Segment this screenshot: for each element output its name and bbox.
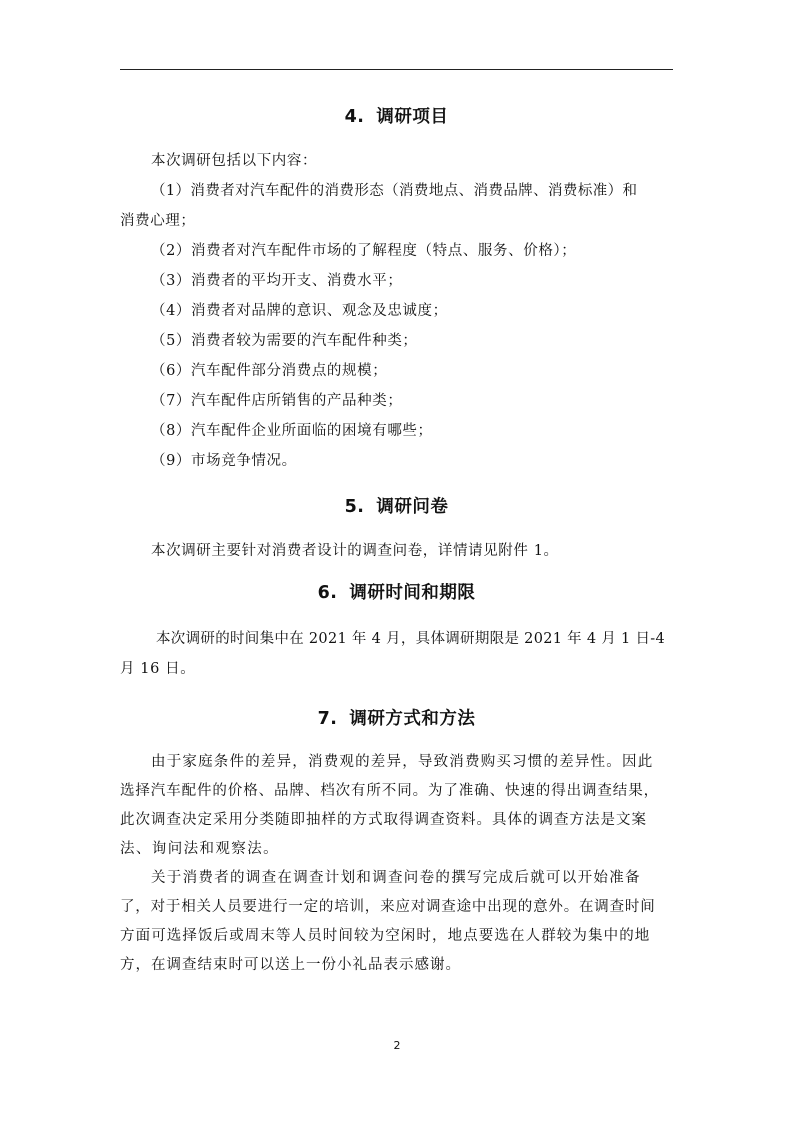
section-6-number: 6. xyxy=(317,583,338,603)
paragraph-line: 此次调查决定采用分类随即抽样的方式取得调查资料。具体的调查方法是文案 xyxy=(120,812,647,828)
section-6-line-2: 月 16 日。 xyxy=(120,661,196,677)
list-item: （1）消费者对汽车配件的消费形态（消费地点、消费品牌、消费标准）和 xyxy=(151,183,638,199)
header-rule xyxy=(120,69,673,70)
section-4-heading xyxy=(120,100,673,134)
list-item: （5）消费者较为需要的汽车配件种类； xyxy=(151,333,418,349)
section-4-number: 4. xyxy=(344,107,365,127)
section-5-body: 本次调研主要针对消费者设计的调查问卷，详情请见附件 1。 xyxy=(151,543,559,559)
section-5-heading xyxy=(120,490,673,524)
paragraph-line: 方面可选择饭后或周末等人员时间较为空闲时，地点要选在人群较为集中的地 xyxy=(120,928,651,944)
section-4-intro: 本次调研包括以下内容： xyxy=(151,153,318,169)
section-6-heading xyxy=(120,576,673,610)
list-item: （2）消费者对汽车配件市场的了解程度（特点、服务、价格）； xyxy=(151,243,577,259)
section-7-heading xyxy=(120,702,673,736)
paragraph-line: 关于消费者的调查在调查计划和调查问卷的撰写完成后就可以开始准备 xyxy=(151,870,641,886)
page-content xyxy=(120,100,673,980)
list-item: （9）市场竞争情况。 xyxy=(151,453,297,469)
paragraph-line: 由于家庭条件的差异，消费观的差异，导致消费购买习惯的差异性。因此 xyxy=(151,754,654,770)
section-5-number: 5. xyxy=(344,497,365,517)
page-number: 2 xyxy=(393,1039,401,1052)
paragraph-line: 法、询问法和观察法。 xyxy=(120,841,279,857)
section-6-line-1: 本次调研的时间集中在 2021 年 4 月，具体调研期限是 2021 年 4 月 1 日-4 xyxy=(156,631,665,647)
section-7-number: 7. xyxy=(317,709,338,729)
list-item: （6）汽车配件部分消费点的规模； xyxy=(151,363,388,379)
list-item: （7）汽车配件店所销售的产品种类； xyxy=(151,393,403,409)
section-7-title: 调研方式和方法 xyxy=(349,709,476,729)
list-item: （4）消费者对品牌的意识、观念及忠诚度； xyxy=(151,303,448,319)
section-7-paragraph-2 xyxy=(120,864,673,980)
list-item: （3）消费者的平均开支、消费水平； xyxy=(151,273,403,289)
paragraph-line: 方，在调查结束时可以送上一份小礼品表示感谢。 xyxy=(120,957,461,973)
section-6-title: 调研时间和期限 xyxy=(349,583,476,603)
paragraph-line: 了，对于相关人员要进行一定的培训，来应对调查途中出现的意外。在调查时间 xyxy=(120,899,656,915)
section-7-paragraph-1 xyxy=(120,748,673,864)
section-5-title: 调研问卷 xyxy=(376,497,449,517)
list-item-continuation: 消费心理； xyxy=(120,213,196,229)
list-item: （8）汽车配件企业所面临的困境有哪些； xyxy=(151,423,433,439)
paragraph-line: 选择汽车配件的价格、品牌、档次有所不同。为了准确、快速的得出调查结果， xyxy=(120,783,659,799)
section-4-title: 调研项目 xyxy=(376,107,449,127)
